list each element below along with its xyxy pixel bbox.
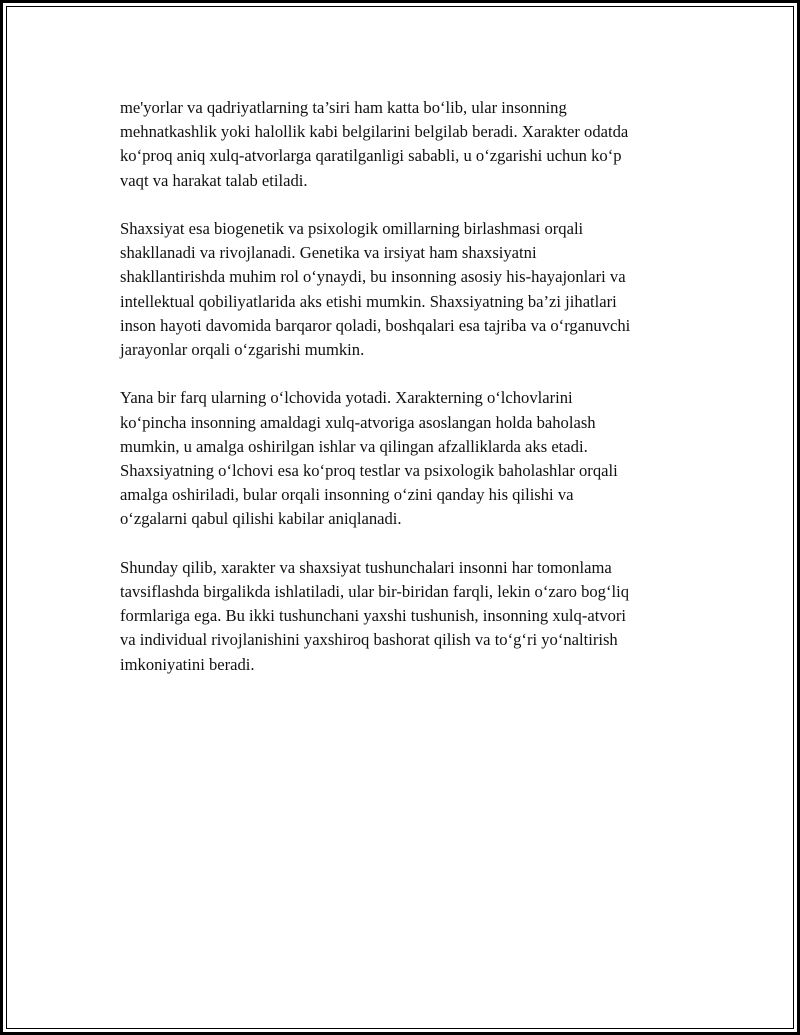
text-line: va individual rivojlanishini yaxshiroq bashorat qilish va to‘g‘ri yo‘naltirish	[120, 630, 618, 650]
text-line: me'yorlar va qadriyatlarning ta’siri ham katta bo‘lib, ular insonning	[120, 98, 567, 117]
text-line: vaqt va harakat talab etiladi.	[120, 170, 308, 190]
text-line: intellektual qobiliyatlarida aks etishi mumkin. Shaxsiyatning ba’zi jihatlari	[120, 291, 617, 311]
paragraph-1	[120, 96, 700, 193]
text-line: shakllanadi va rivojlanadi. Genetika va irsiyat ham shaxsiyatni	[120, 243, 537, 263]
text-line: imkoniyatini beradi.	[120, 654, 255, 674]
text-line: ko‘proq aniq xulq-atvorlarga qaratilganligi sababli, u o‘zgarishi uchun ko‘p	[120, 146, 622, 166]
text-line: mehnatkashlik yoki halollik kabi belgilarini belgilab beradi. Xarakter odatda	[120, 122, 629, 142]
text-line: Shaxsiyatning o‘lchovi esa ko‘proq testlar va psixologik baholashlar orqali	[120, 461, 618, 481]
text-line: Shaxsiyat esa biogenetik va psixologik omillarning birlashmasi orqali	[120, 219, 584, 238]
text-line: Yana bir farq ularning o‘lchovida yotadi. Xarakterning o‘lchovlarini	[120, 388, 573, 408]
text-line: ko‘pincha insonning amaldagi xulq-atvoriga asoslangan holda baholash	[120, 412, 596, 432]
text-line: formlariga ega. Bu ikki tushunchani yaxshi tushunish, insonning xulq-atvori	[120, 606, 627, 626]
paragraph-4	[120, 556, 700, 677]
text-line: o‘zgalarni qabul qilishi kabilar aniqlanadi.	[120, 509, 402, 529]
text-line: amalga oshiriladi, bular orqali insonning o‘zini qanday his qilishi va	[120, 485, 574, 505]
paragraph-3	[120, 386, 700, 531]
text-line: Shunday qilib, xarakter va shaxsiyat tushunchalari insonni har tomonlama	[120, 557, 612, 577]
text-line: inson hayoti davomida barqaror qoladi, boshqalari esa tajriba va o‘rganuvchi	[120, 315, 631, 335]
paragraph-2	[120, 217, 700, 362]
text-line: shakllantirishda muhim rol o‘ynaydi, bu insonning asosiy his-hayajonlari va	[120, 267, 626, 287]
text-line: mumkin, u amalga oshirilgan ishlar va qilingan afzalliklarda aks etadi.	[120, 436, 588, 456]
document-body	[120, 96, 700, 701]
text-line: jarayonlar orqali o‘zgarishi mumkin.	[120, 340, 365, 360]
text-line: tavsiflashda birgalikda ishlatiladi, ular bir-biridan farqli, lekin o‘zaro bog‘liq	[120, 582, 630, 602]
